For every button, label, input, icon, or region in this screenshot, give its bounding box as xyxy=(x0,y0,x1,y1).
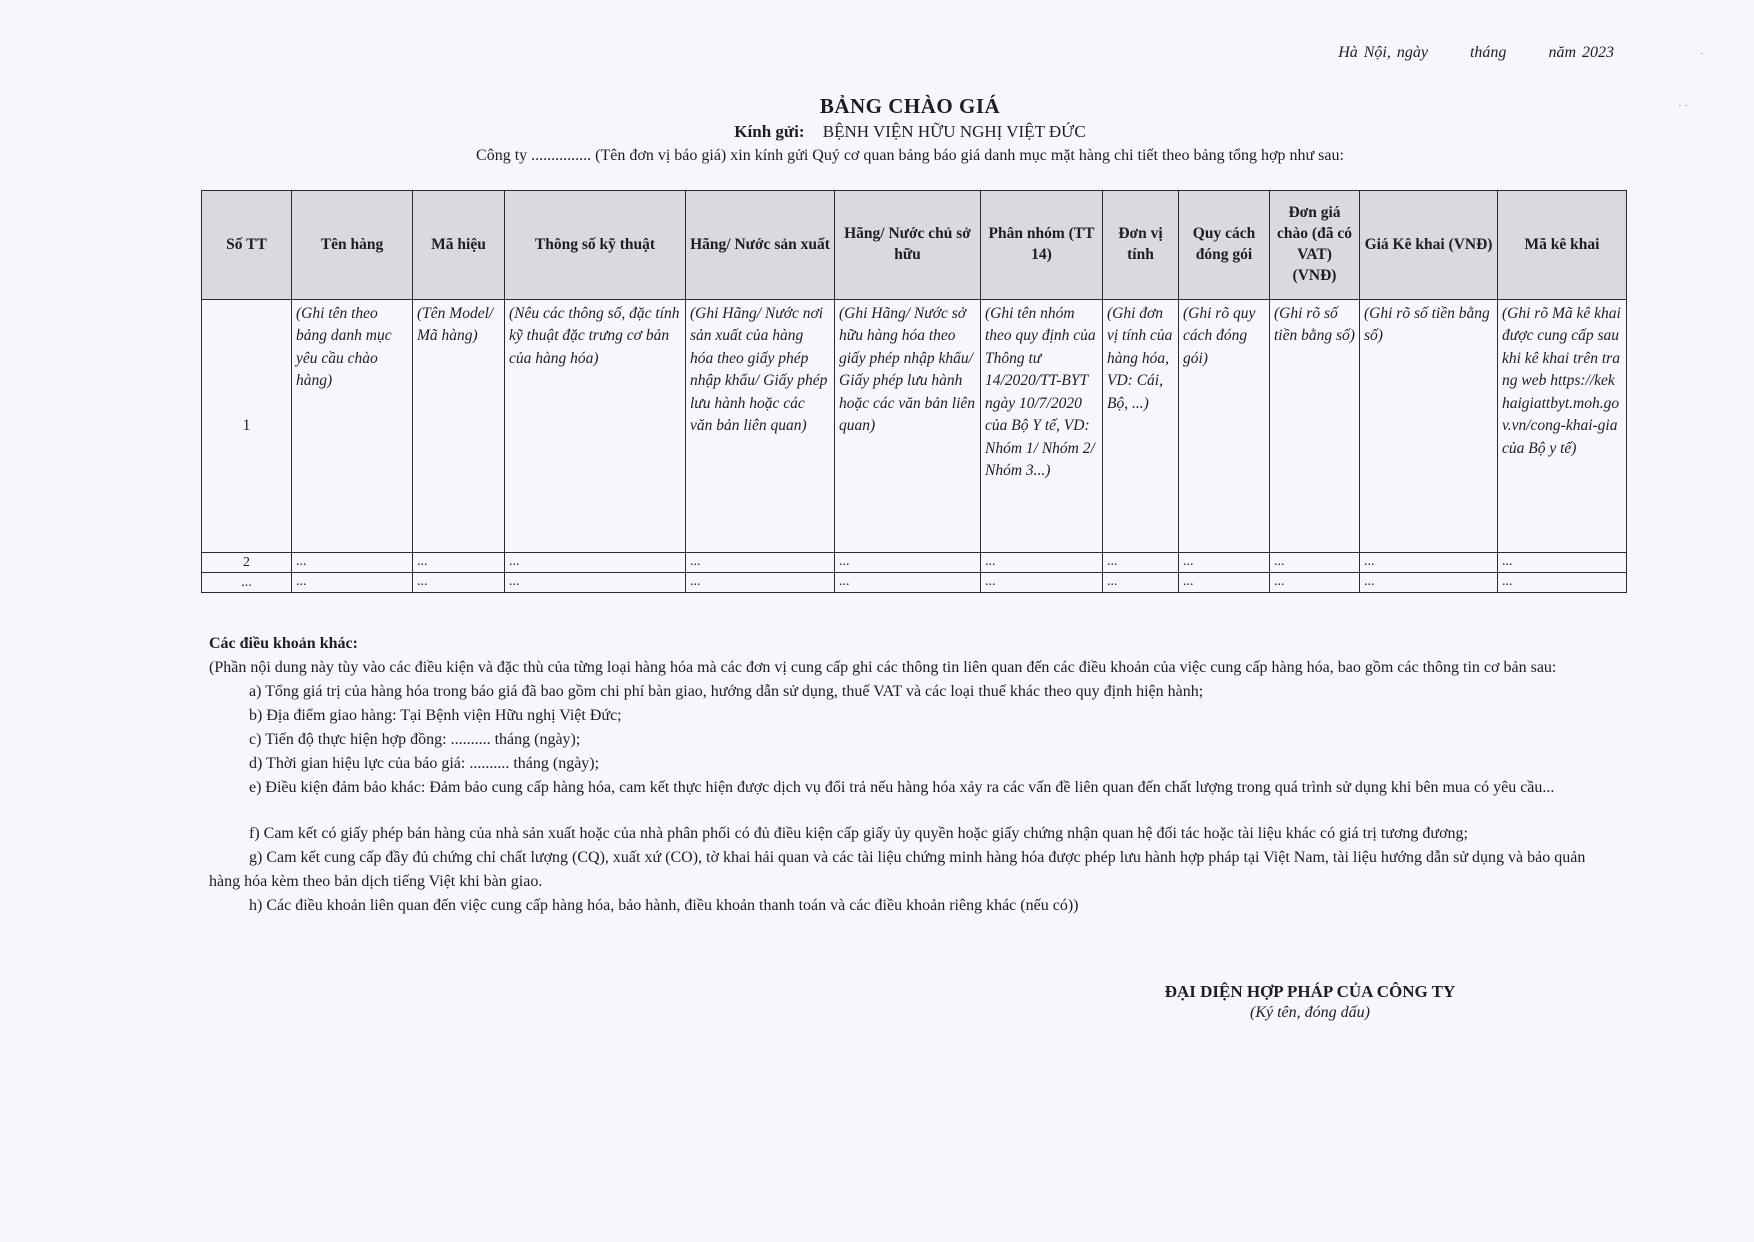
table-cell: (Ghi rõ Mã kê khai được cung cấp sau khi kê khai trên trang web https://kekhaigiattbyt.moh.gov.vn/cong-khai-gia của Bộ y tế) xyxy=(1498,300,1627,553)
date-line xyxy=(1338,44,1614,62)
table-cell: ... xyxy=(1103,553,1179,573)
signature-role: ĐẠI DIỆN HỢP PHÁP CỦA CÔNG TY xyxy=(1164,982,1456,1001)
table-cell: ... xyxy=(835,573,981,593)
term-h: h) Các điều khoản liên quan đến việc cung cấp hàng hóa, bảo hành, điều khoản thanh toán và các điều khoản riêng khác (nếu có)) xyxy=(249,897,1079,914)
date-month: tháng xyxy=(1469,44,1507,61)
table-cell: ... xyxy=(686,553,835,573)
column-header: Phân nhóm (TT 14) xyxy=(981,191,1103,300)
term-b: b) Địa điểm giao hàng: Tại Bệnh viện Hữu nghị Việt Đức; xyxy=(249,707,622,724)
table-cell: ... xyxy=(981,553,1103,573)
addressee-line xyxy=(0,122,1754,142)
table-cell: (Ghi rõ quy cách đóng gói) xyxy=(1179,300,1270,553)
table-cell: ... xyxy=(1360,553,1498,573)
quotation-table xyxy=(201,190,1627,593)
table-cell: (Tên Model/ Mã hàng) xyxy=(413,300,505,553)
term-g: g) Cam kết cung cấp đầy đủ chứng chỉ chất lượng (CQ), xuất xứ (CO), tờ khai hải quan và các tài liệu chứng minh hàng hóa được phép lưu hành hợp pháp tại Việt Nam, tài liệu hướng dẫn sử dụng và bảo quản hàng hóa kèm theo bản dịch tiếng Việt khi bàn giao. xyxy=(209,849,1586,890)
column-header: Quy cách đóng gói xyxy=(1179,191,1270,300)
table-cell: ... xyxy=(292,553,413,573)
column-header: Mã hiệu xyxy=(413,191,505,300)
table-row xyxy=(202,553,1627,573)
table-cell: ... xyxy=(1360,573,1498,593)
table-cell: ... xyxy=(1498,573,1627,593)
term-d: d) Thời gian hiệu lực của báo giá: .......... tháng (ngày); xyxy=(249,755,600,772)
spacer xyxy=(209,800,1619,822)
column-header: Đơn giá chào (đã có VAT) (VNĐ) xyxy=(1270,191,1360,300)
column-header: Mã kê khai xyxy=(1498,191,1627,300)
terms-heading: Các điều khoản khác: xyxy=(209,635,358,652)
term-e: e) Điều kiện đảm bảo khác: Đảm bảo cung cấp hàng hóa, cam kết thực hiện được dịch vụ đổi trả nếu hàng hóa xảy ra các vấn đề liên quan đến chất lượng trong quá trình sử dụng khi bên mua có yêu cầu... xyxy=(249,779,1555,796)
column-header: Số TT xyxy=(202,191,292,300)
table-cell: ... xyxy=(981,573,1103,593)
term-f: f) Cam kết có giấy phép bán hàng của nhà sản xuất hoặc của nhà phân phối có đủ điều kiện cấp giấy ủy quyền hoặc giấy chứng nhận quan hệ đối tác hoặc tài liệu khác có giá trị tương đương; xyxy=(249,825,1468,842)
table-cell: ... xyxy=(1270,553,1360,573)
intro-text: Công ty ............... (Tên đơn vị báo giá) xin kính gửi Quý cơ quan bảng báo giá danh mục mặt hàng chi tiết theo bảng tổng hợp như sau: xyxy=(476,147,1344,164)
table-row xyxy=(202,300,1627,553)
scan-mark: · · xyxy=(1678,100,1689,112)
scan-mark: · xyxy=(1700,48,1704,60)
column-header: Hãng/ Nước chủ sở hữu xyxy=(835,191,981,300)
table-cell: 1 xyxy=(202,300,292,553)
column-header: Hãng/ Nước sản xuất xyxy=(686,191,835,300)
signature-hint: (Ký tên, đóng dấu) xyxy=(1250,1004,1370,1021)
table-cell: ... xyxy=(413,553,505,573)
table-cell: (Nêu các thông số, đặc tính kỹ thuật đặc trưng cơ bản của hàng hóa) xyxy=(505,300,686,553)
column-header: Thông số kỹ thuật xyxy=(505,191,686,300)
addressee-name: BỆNH VIỆN HỮU NGHỊ VIỆT ĐỨC xyxy=(822,122,1086,141)
table-cell: (Ghi Hãng/ Nước nơi sản xuất của hàng hóa theo giấy phép nhập khẩu/ Giấy phép lưu hành hoặc các văn bản liên quan) xyxy=(686,300,835,553)
table-cell: ... xyxy=(686,573,835,593)
addressee-label: Kính gửi: xyxy=(734,122,805,141)
date-place: Hà Nội, ngày xyxy=(1338,44,1428,61)
table-cell: (Ghi đơn vị tính của hàng hóa, VD: Cái, Bộ, ...) xyxy=(1103,300,1179,553)
column-header: Giá Kê khai (VNĐ) xyxy=(1360,191,1498,300)
table-cell: ... xyxy=(835,553,981,573)
table-cell: ... xyxy=(202,573,292,593)
table-cell: (Ghi rõ số tiền bằng số) xyxy=(1360,300,1498,553)
terms-intro: (Phần nội dung này tùy vào các điều kiện và đặc thù của từng loại hàng hóa mà các đơn vị cung cấp ghi các thông tin liên quan đến các điều khoản của việc cung cấp hàng hóa, bao gồm các thông tin cơ bản sau: xyxy=(209,659,1557,676)
term-a: a) Tổng giá trị của hàng hóa trong báo giá đã bao gồm chi phí bàn giao, hướng dẫn sử dụng, thuế VAT và các loại thuế khác theo quy định hiện hành; xyxy=(249,683,1204,700)
table-cell: ... xyxy=(1179,573,1270,593)
table-row xyxy=(202,573,1627,593)
table-cell: ... xyxy=(505,573,686,593)
terms-section xyxy=(209,632,1619,918)
date-year: năm 2023 xyxy=(1548,44,1614,61)
column-header: Tên hàng xyxy=(292,191,413,300)
table-cell: ... xyxy=(413,573,505,593)
table-cell: ... xyxy=(292,573,413,593)
table-cell: 2 xyxy=(202,553,292,573)
table-cell: ... xyxy=(1270,573,1360,593)
term-c: c) Tiến độ thực hiện hợp đồng: .......... tháng (ngày); xyxy=(249,731,581,748)
table-cell: ... xyxy=(1179,553,1270,573)
table-cell: (Ghi Hãng/ Nước sở hữu hàng hóa theo giấy phép nhập khẩu/ Giấy phép lưu hành hoặc các văn bản liên quan) xyxy=(835,300,981,553)
signature-block xyxy=(1120,982,1500,1022)
table-cell: (Ghi tên nhóm theo quy định của Thông tư 14/2020/TT-BYT ngày 10/7/2020 của Bộ Y tế, VD: Nhóm 1/ Nhóm 2/ Nhóm 3...) xyxy=(981,300,1103,553)
table-cell: (Ghi rõ số tiền bằng số) xyxy=(1270,300,1360,553)
table-header-row xyxy=(202,191,1627,300)
table-cell: (Ghi tên theo bảng danh mục yêu cầu chào hàng) xyxy=(292,300,413,553)
document-title: BẢNG CHÀO GIÁ xyxy=(819,94,1001,118)
table-cell: ... xyxy=(1103,573,1179,593)
table-cell: ... xyxy=(1498,553,1627,573)
column-header: Đơn vị tính xyxy=(1103,191,1179,300)
table-cell: ... xyxy=(505,553,686,573)
